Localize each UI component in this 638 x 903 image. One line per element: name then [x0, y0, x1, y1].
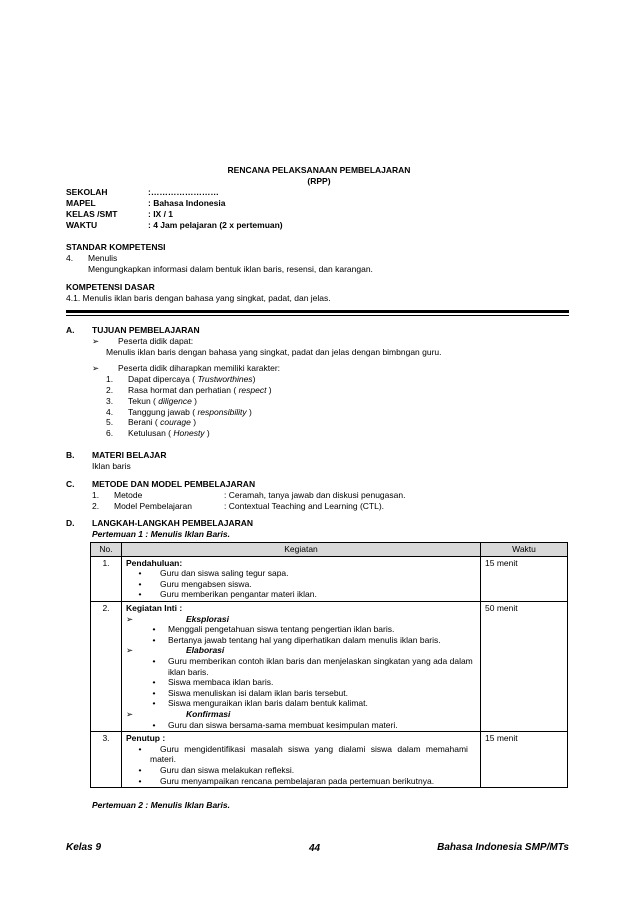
activity-item: Guru dan siswa saling tegur sapa.: [160, 568, 289, 579]
activity-table: [90, 542, 568, 788]
section-heading: MATERI BELAJAR: [92, 450, 167, 460]
column-header: No.: [91, 543, 122, 557]
section-heading: LANGKAH-LANGKAH PEMBELAJARAN: [92, 518, 254, 528]
arrow-bullet-icon: ➢: [126, 709, 134, 719]
activity-item: materi.: [150, 754, 176, 765]
identity-key: WAKTU: [66, 220, 98, 230]
activity-subheading: Elaborasi: [186, 645, 225, 656]
column-header: Waktu: [481, 543, 568, 557]
text-line: Peserta didik diharapkan memiliki karakter:: [118, 363, 281, 374]
section-d: [66, 518, 586, 540]
section-c: [66, 479, 586, 511]
activity-item: Guru dan siswa melakukan refleksi.: [160, 765, 295, 775]
activity-item: Siswa menuliskan isi dalam iklan baris tersebut.: [168, 687, 348, 698]
text-line: Menulis iklan baris dengan bahasa yang singkat, padat dan jelas dengan bimbngan guru.: [106, 346, 442, 357]
activity-item: Guru memberikan contoh iklan baris dan menjelaskan singkatan yang ada dalam: [168, 656, 473, 667]
duration: 15 menit: [481, 556, 568, 601]
identity-key: SEKOLAH: [66, 187, 108, 197]
identity-row: [66, 187, 466, 198]
section-a: [66, 325, 586, 439]
arrow-bullet-icon: ➢: [92, 363, 100, 374]
column-header: Kegiatan: [122, 543, 481, 557]
activity-item: Siswa menguraikan iklan baris dalam bentuk kalimat.: [168, 698, 368, 709]
section-heading: TUJUAN PEMBELAJARAN: [92, 325, 200, 335]
row-number: 1.: [91, 556, 122, 601]
activity-subheading: Konfirmasi: [186, 709, 231, 719]
method-row: 2. Model Pembelajaran : Contextual Teaching and Learning (CTL).: [92, 500, 385, 511]
kd-line: 4.1. Menulis iklan baris dengan bahasa yang singkat, padat, dan jelas.: [66, 292, 331, 303]
activity-item: Siswa membaca iklan baris.: [168, 677, 274, 688]
section-letter: A.: [66, 325, 75, 335]
table-header-row: [91, 543, 568, 557]
identity-row: [66, 220, 466, 231]
row-number: 3.: [91, 732, 122, 788]
activity-item: Guru menyampaikan rencana pembelajaran pada pertemuan berikutnya.: [160, 775, 435, 786]
arrow-bullet-icon: ➢: [126, 613, 134, 624]
meeting-subtitle: Pertemuan 2 : Menulis Iklan Baris.: [92, 800, 230, 810]
page-number: 44: [309, 843, 321, 854]
duration: 15 menit: [481, 732, 568, 788]
identity-key: KELAS /SMT: [66, 209, 118, 219]
activity-title: Pendahuluan:: [126, 557, 183, 568]
table-row: 3. Penutup : • Guru mengidentifikasi masalah siswa yang dialami siswa dalam memahami materi. • Guru dan siswa melakukan refleksi. • Guru menyampaikan rencana pembelajaran pada pertemuan berikutnya. 15 menit: [91, 732, 568, 788]
character-item: 3. Tekun ( diligence ): [106, 395, 198, 406]
character-item: 2. Rasa hormat dan perhatian ( respect ): [106, 384, 272, 395]
identity-value: : Bahasa Indonesia: [148, 198, 226, 208]
table-row: 1. Pendahuluan: • Guru dan siswa saling tegur sapa. • Guru mengabsen siswa. • Guru memberikan pengantar materi iklan. 15 menit: [91, 556, 568, 601]
identity-value: : IX / 1: [148, 209, 174, 219]
character-item: 1. Dapat dipercaya ( Trustworthines): [106, 374, 256, 385]
text-line: Iklan baris: [92, 460, 131, 471]
text-line: Peserta didik dapat:: [118, 335, 194, 346]
meeting-subtitle: Pertemuan 1 : Menulis Iklan Baris.: [92, 528, 230, 539]
footer-left: Kelas 9: [66, 842, 102, 853]
section-letter: B.: [66, 450, 75, 460]
activity-title: Penutup :: [126, 733, 166, 744]
footer-right: Bahasa Indonesia SMP/MTs: [437, 842, 569, 853]
activity-item: Guru mengidentifikasi masalah siswa yang dialami siswa dalam memahami: [160, 743, 468, 754]
identity-value: :……………………: [148, 187, 219, 197]
sk-heading: STANDAR KOMPETENSI: [66, 242, 166, 252]
kd-heading: KOMPETENSI DASAR: [66, 282, 155, 292]
section-b: [66, 450, 586, 472]
identity-key: MAPEL: [66, 198, 96, 208]
identity-row: [66, 198, 466, 209]
table-row: 2. Kegiatan Inti : ➢ Eksplorasi • Menggali pengetahuan siswa tentang pengertian iklan baris. • Bertanya jawab tentang hal yang diperhatikan dalam menulis iklan baris. ➢ Elaborasi • Guru memberikan contoh iklan baris dan menjelaskan singkatan yang ada dalam iklan baris. • Siswa membaca iklan baris. • Siswa menuliskan isi dalam iklan baris tersebut. • Siswa menguraikan iklan baris dalam bentuk kalimat. ➢ Konfirmasi • Guru dan siswa bersama-sama membuat kesimpulan materi. 50 menit: [91, 602, 568, 732]
activity-item: Menggali pengetahuan siswa tentang pengertian iklan baris.: [168, 624, 395, 635]
activity-subheading: Eksplorasi: [186, 613, 229, 624]
section-letter: D.: [66, 518, 75, 528]
character-item: 5. Berani ( courage ): [106, 417, 197, 428]
activity-item: Guru memberikan pengantar materi iklan.: [160, 589, 317, 600]
sk-line: Menulis: [88, 252, 118, 263]
arrow-bullet-icon: ➢: [92, 335, 100, 346]
duration: 50 menit: [481, 602, 568, 732]
activity-item: Guru dan siswa bersama-sama membuat kesimpulan materi.: [168, 719, 398, 730]
identity-row: [66, 209, 466, 220]
identity-value: : 4 Jam pelajaran (2 x pertemuan): [148, 220, 283, 230]
method-row: 1. Metode : Ceramah, tanya jawab dan diskusi penugasan.: [92, 489, 406, 500]
kompetensi-dasar: [66, 282, 586, 304]
divider: [66, 310, 569, 313]
section-letter: C.: [66, 479, 75, 489]
page-subtitle: (RPP): [307, 176, 331, 186]
section-heading: METODE DAN MODEL PEMBELAJARAN: [92, 479, 256, 489]
arrow-bullet-icon: ➢: [126, 645, 134, 656]
activity-title: Kegiatan Inti :: [126, 603, 183, 614]
row-number: 2.: [91, 602, 122, 732]
page-title: RENCANA PELAKSANAAN PEMBELAJARAN: [227, 165, 411, 175]
sk-line: Mengungkapkan informasi dalam bentuk iklan baris, resensi, dan karangan.: [88, 263, 373, 274]
character-item: 6. Ketulusan ( Honesty ): [106, 428, 210, 439]
character-item: 4. Tanggung jawab ( responsibility ): [106, 406, 252, 417]
activity-item: iklan baris.: [168, 666, 209, 677]
sk-number: 4.: [66, 252, 74, 263]
activity-item: Guru mengabsen siswa.: [160, 578, 252, 589]
identity-block: [66, 187, 466, 231]
activity-item: Bertanya jawab tentang hal yang diperhatikan dalam menulis iklan baris.: [168, 634, 441, 645]
divider: [66, 315, 569, 316]
standar-kompetensi: [66, 242, 586, 274]
